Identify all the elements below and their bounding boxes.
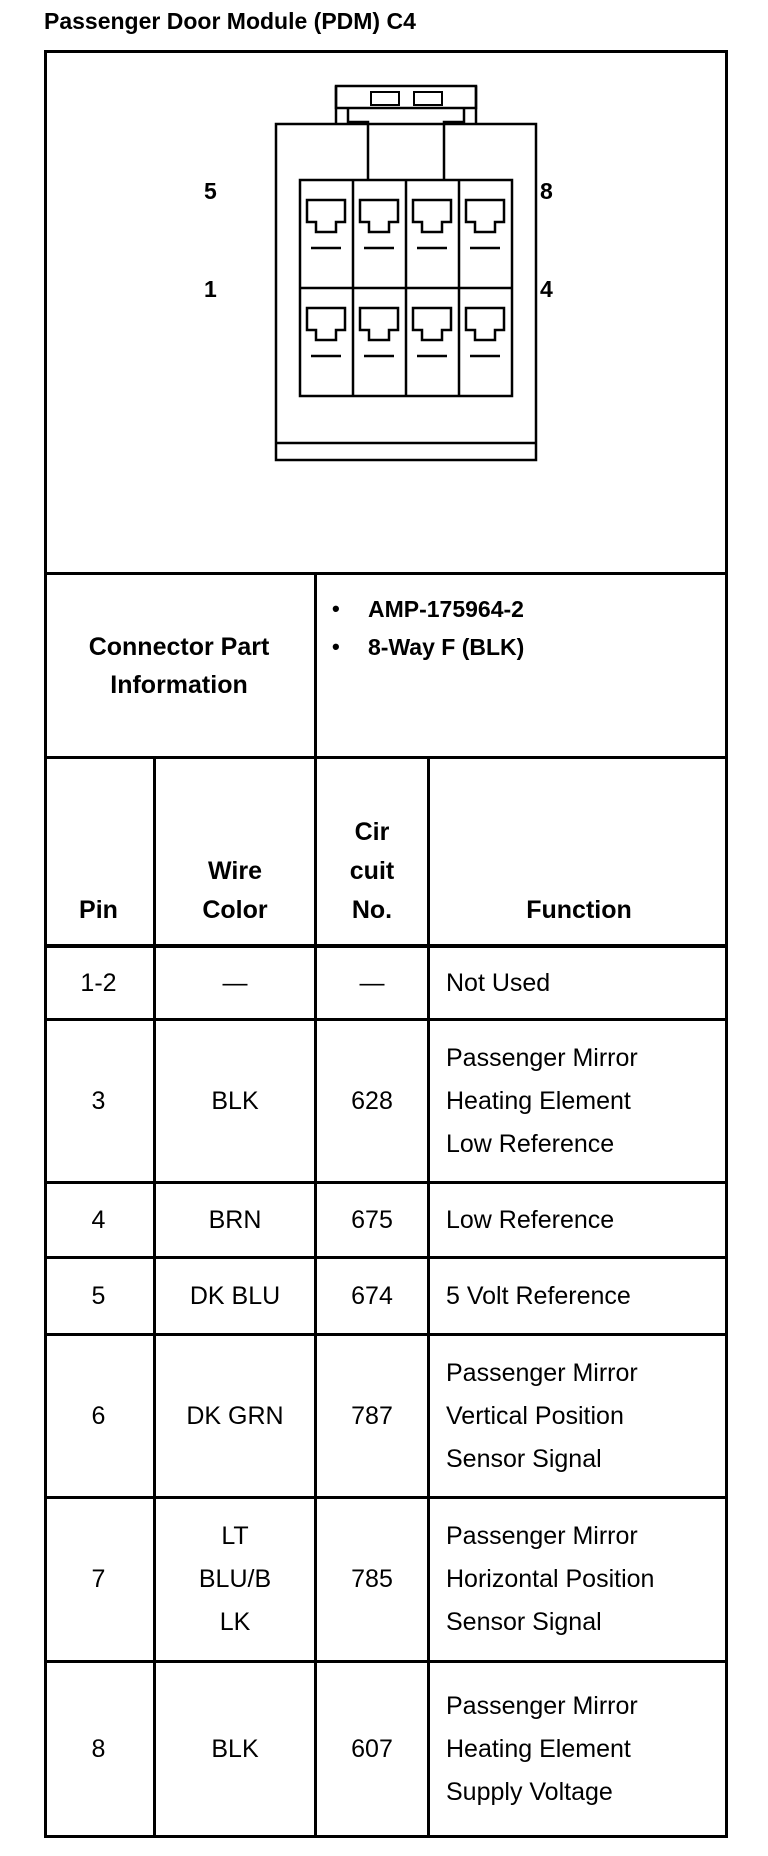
cell-pin: 1-2 — [80, 968, 117, 997]
connector-part-info-list — [332, 590, 524, 666]
cell-circuit: 787 — [351, 1401, 393, 1430]
connector-type: 8-Way F (BLK) — [368, 633, 525, 660]
terminal-cavity — [360, 308, 398, 340]
bullet-icon: • — [332, 634, 340, 659]
cell-wire-color: DK GRN — [186, 1401, 284, 1430]
cell-pin: 7 — [91, 1565, 106, 1593]
terminal-cavity — [413, 308, 451, 340]
header-function: Function — [526, 896, 632, 924]
part-number: AMP-175964-2 — [368, 595, 524, 622]
cell-function: Passenger Mirror Horizontal Position Sensor Signal — [446, 1522, 655, 1636]
header-pin: Pin — [79, 896, 118, 924]
cell-wire-color: — — [222, 968, 248, 997]
terminal-cavity — [413, 200, 451, 232]
connector-face-drawing — [44, 50, 728, 574]
cell-circuit: 785 — [351, 1565, 393, 1593]
bullet-icon: • — [332, 596, 340, 621]
cell-function: Not Used — [446, 968, 551, 997]
cell-function: 5 Volt Reference — [446, 1281, 631, 1310]
header-wire-color: Wire Color — [202, 857, 268, 924]
cell-function: Passenger Mirror Vertical Position Sensor Signal — [446, 1358, 638, 1473]
list-item — [332, 628, 524, 666]
cell-function: Passenger Mirror Heating Element Supply Voltage — [446, 1691, 638, 1806]
cell-pin: 6 — [91, 1401, 106, 1430]
header-circuit-no: Cir cuit No. — [349, 818, 395, 924]
connector-diagram — [44, 50, 728, 574]
terminal-cavity — [307, 200, 345, 232]
cell-wire-color: BLK — [211, 1086, 259, 1115]
pin-label-4: 4 — [540, 276, 553, 302]
cell-wire-color: LT BLU/B LK — [198, 1522, 272, 1636]
terminal-cavity — [307, 308, 345, 340]
terminal-cavity — [360, 200, 398, 232]
cell-function: Passenger Mirror Heating Element Low Reference — [446, 1043, 638, 1158]
cell-function: Low Reference — [446, 1205, 615, 1234]
connector-part-info-label: Connector Part Information — [88, 632, 270, 699]
cell-pin: 3 — [91, 1086, 106, 1115]
cell-circuit: 674 — [351, 1281, 393, 1310]
cell-wire-color: BLK — [211, 1734, 259, 1763]
pin-label-1: 1 — [204, 276, 217, 302]
page-title: Passenger Door Module (PDM) C4 — [44, 8, 416, 34]
cell-circuit: 628 — [351, 1086, 393, 1115]
pin-label-5: 5 — [204, 178, 217, 204]
cell-wire-color: DK BLU — [189, 1281, 281, 1310]
cell-circuit: 607 — [351, 1734, 393, 1763]
cell-circuit: — — [359, 968, 385, 997]
pin-label-8: 8 — [540, 178, 553, 204]
terminal-cavity — [466, 308, 504, 340]
cell-circuit: 675 — [351, 1205, 393, 1234]
list-item — [332, 590, 524, 628]
cell-pin: 5 — [91, 1281, 106, 1310]
terminal-cavity — [466, 200, 504, 232]
cell-pin: 8 — [91, 1734, 106, 1763]
cell-pin: 4 — [91, 1205, 106, 1234]
cell-wire-color: BRN — [208, 1205, 262, 1234]
